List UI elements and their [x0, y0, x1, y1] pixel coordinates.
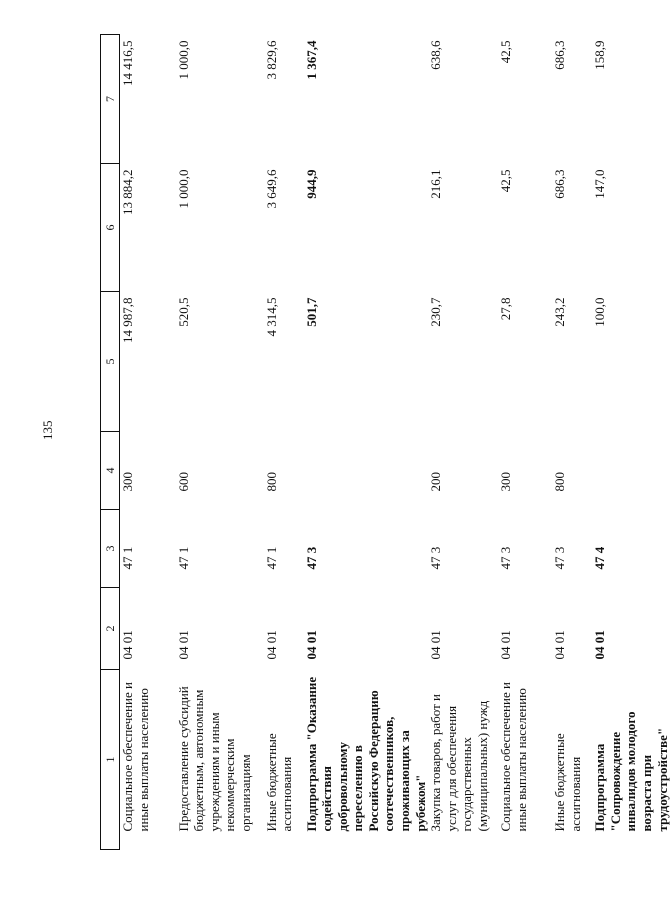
row-vr — [592, 432, 670, 510]
row-value-7: 1 367,4 — [303, 40, 319, 80]
row-section: 04 01 — [303, 630, 319, 660]
row-section: 04 01 — [120, 630, 135, 660]
row-value-7: 158,9 — [592, 40, 608, 70]
row-value-7: 638,6 — [428, 40, 444, 70]
row-name: Социальное обеспечение и иные выплаты населению — [498, 682, 529, 832]
row-value-7: 14 416,5 — [120, 40, 135, 86]
row-target: 47 3 — [498, 546, 514, 570]
header-row — [101, 35, 120, 850]
row-value-6: 944,9 — [303, 169, 319, 199]
header-cell: 5 — [101, 292, 120, 432]
row-value-7: 686,3 — [552, 40, 568, 70]
row-value-5: 520,5 — [175, 297, 191, 327]
row-value-5: 243,2 — [552, 297, 568, 327]
header-cell: 6 — [101, 164, 120, 292]
row-vr: 200 — [428, 472, 444, 492]
row-target: 47 1 — [263, 546, 279, 570]
row-name: Закупка товаров, работ и услуг для обеспечения государственных (муниципальных) нужд — [428, 694, 491, 832]
row-target: 47 1 — [120, 546, 135, 570]
table-row — [552, 35, 592, 850]
row-value-5: 230,7 — [428, 297, 444, 327]
row-value-6: 42,5 — [498, 169, 514, 193]
row-vr: 800 — [552, 472, 568, 492]
row-vr: 300 — [120, 472, 135, 492]
row-value-6: 1 000,0 — [175, 169, 191, 209]
table-row — [176, 35, 264, 850]
row-name: Иные бюджетные ассигнования — [552, 733, 583, 832]
row-value-7: 42,5 — [498, 40, 514, 64]
row-name: Предоставление субсидий бюджетным, автономным учреждениям и иным некоммерческим организациям — [175, 686, 253, 832]
table-row — [120, 35, 176, 850]
row-value-5: 27,8 — [498, 297, 514, 321]
header-cell: 3 — [101, 510, 120, 588]
row-value-5: 4 314,5 — [263, 297, 279, 337]
table-row — [264, 35, 304, 850]
row-value-6: 216,1 — [428, 169, 444, 199]
row-name: Подпрограмма "Оказание содействия добровольному переселению в Российскую Федерацию соотечественников, проживающих за рубежом" — [303, 676, 428, 832]
table-row — [304, 35, 429, 850]
row-target: 47 4 — [592, 546, 608, 570]
row-target: 47 3 — [428, 546, 444, 570]
row-vr: 600 — [175, 472, 191, 492]
row-target: 47 1 — [175, 546, 191, 570]
table-row — [592, 35, 670, 850]
row-value-6: 147,0 — [592, 169, 608, 199]
table-row — [498, 35, 552, 850]
row-section: 04 01 — [263, 630, 279, 660]
row-value-5: 14 987,8 — [120, 297, 135, 343]
row-value-6: 13 884,2 — [120, 169, 135, 215]
row-value-6: 686,3 — [552, 169, 568, 199]
row-name: Социальное обеспечение и иные выплаты населению — [120, 682, 151, 832]
row-target: 47 3 — [552, 546, 568, 570]
row-section: 04 01 — [592, 630, 608, 660]
row-section: 04 01 — [498, 630, 514, 660]
header-cell: 2 — [101, 588, 120, 670]
header-cell: 4 — [101, 432, 120, 510]
row-section: 04 01 — [428, 630, 444, 660]
table-row — [428, 35, 498, 850]
page-number: 135 — [40, 420, 55, 440]
row-value-7: 1 000,0 — [175, 40, 191, 80]
row-name: Иные бюджетные ассигнования — [263, 733, 295, 832]
row-vr: 800 — [263, 472, 279, 492]
row-section: 04 01 — [175, 630, 191, 660]
rotated-budget-table-container — [100, 35, 670, 850]
row-name: Подпрограмма "Сопровождение инвалидов молодого возраста при трудоустройстве" — [592, 711, 670, 832]
row-value-5: 501,7 — [303, 297, 319, 327]
header-cell: 7 — [101, 35, 120, 164]
header-cell: 1 — [101, 670, 120, 850]
row-value-6: 3 649,6 — [263, 169, 279, 209]
row-vr: 300 — [498, 472, 514, 492]
row-section: 04 01 — [552, 630, 568, 660]
row-value-5: 100,0 — [592, 297, 608, 327]
row-value-7: 3 829,6 — [263, 40, 279, 80]
row-vr — [304, 432, 429, 510]
budget-table — [100, 34, 670, 850]
row-target: 47 3 — [303, 546, 319, 570]
